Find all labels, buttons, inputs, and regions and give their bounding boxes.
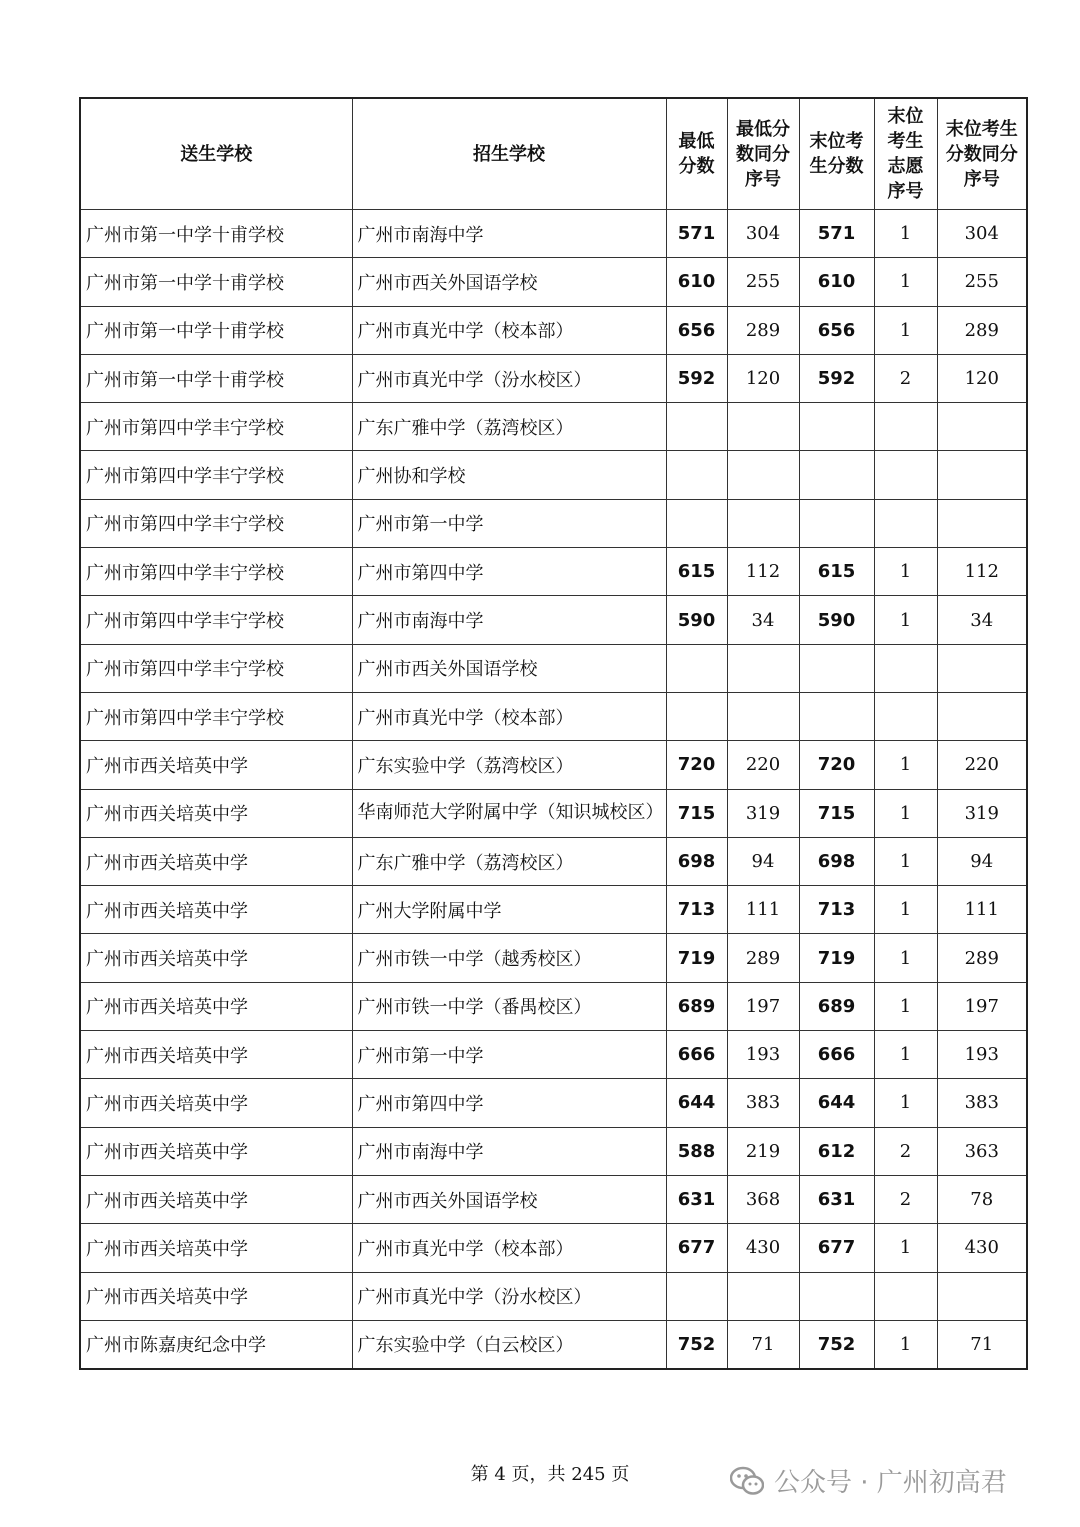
header-sending-school: 送生学校 (80, 98, 352, 210)
table-row (80, 354, 1027, 402)
cell-min-score: 644 (666, 1079, 727, 1127)
cell-last-score: 689 (799, 982, 874, 1030)
cell-min-score: 590 (666, 596, 727, 644)
cell-last-choice-rank: 1 (874, 886, 937, 934)
cell-sending-school: 广州市西关培英中学 (80, 934, 352, 982)
table-row (80, 837, 1027, 885)
cell-min-score-tie-rank: 255 (727, 258, 799, 306)
cell-last-score: 571 (799, 210, 874, 258)
cell-min-score-tie-rank: 197 (727, 982, 799, 1030)
cell-last-choice-rank (874, 644, 937, 692)
header-last-score-tie-rank: 末位考生 分数同分 序号 (937, 98, 1027, 210)
cell-min-score-tie-rank: 430 (727, 1224, 799, 1272)
cell-admitting-school: 广州协和学校 (352, 451, 666, 499)
cell-sending-school: 广州市西关培英中学 (80, 1079, 352, 1127)
cell-min-score: 592 (666, 354, 727, 402)
cell-last-score: 752 (799, 1320, 874, 1369)
table-row (80, 741, 1027, 789)
table-row (80, 934, 1027, 982)
cell-admitting-school: 广州市铁一中学（越秀校区） (352, 934, 666, 982)
cell-admitting-school: 华南师范大学附属中学（知识城校区） (352, 789, 666, 837)
table-row (80, 789, 1027, 837)
cell-last-score: 656 (799, 306, 874, 354)
cell-last-score-tie-rank: 319 (937, 789, 1027, 837)
cell-admitting-school: 广州市铁一中学（番禺校区） (352, 982, 666, 1030)
cell-last-score: 720 (799, 741, 874, 789)
cell-admitting-school: 广州市真光中学（校本部） (352, 1224, 666, 1272)
table-row (80, 1127, 1027, 1175)
cell-last-score-tie-rank: 111 (937, 886, 1027, 934)
cell-last-choice-rank (874, 1272, 937, 1320)
table-row (80, 596, 1027, 644)
cell-min-score-tie-rank: 120 (727, 354, 799, 402)
cell-last-score (799, 499, 874, 547)
table-row (80, 1272, 1027, 1320)
cell-min-score-tie-rank: 219 (727, 1127, 799, 1175)
cell-min-score-tie-rank (727, 499, 799, 547)
table-row (80, 692, 1027, 740)
cell-last-score-tie-rank: 220 (937, 741, 1027, 789)
cell-min-score: 677 (666, 1224, 727, 1272)
table-row (80, 210, 1027, 258)
cell-last-choice-rank: 1 (874, 982, 937, 1030)
cell-min-score (666, 692, 727, 740)
cell-last-choice-rank: 2 (874, 1175, 937, 1223)
cell-last-choice-rank: 1 (874, 596, 937, 644)
table-row (80, 1320, 1027, 1369)
cell-last-score (799, 692, 874, 740)
cell-last-score: 612 (799, 1127, 874, 1175)
cell-min-score-tie-rank: 71 (727, 1320, 799, 1369)
cell-sending-school: 广州市西关培英中学 (80, 1031, 352, 1079)
cell-last-choice-rank: 1 (874, 1224, 937, 1272)
cell-last-score-tie-rank (937, 499, 1027, 547)
cell-min-score: 666 (666, 1031, 727, 1079)
cell-admitting-school: 广州市真光中学（校本部） (352, 306, 666, 354)
cell-admitting-school: 广东实验中学（白云校区） (352, 1320, 666, 1369)
cell-last-score: 715 (799, 789, 874, 837)
cell-last-score: 615 (799, 548, 874, 596)
cell-min-score (666, 403, 727, 451)
cell-sending-school: 广州市西关培英中学 (80, 1272, 352, 1320)
cell-last-score (799, 1272, 874, 1320)
cell-last-score-tie-rank (937, 644, 1027, 692)
cell-min-score-tie-rank: 220 (727, 741, 799, 789)
cell-last-score-tie-rank: 71 (937, 1320, 1027, 1369)
table-row (80, 1031, 1027, 1079)
table-row (80, 1224, 1027, 1272)
page-number: 第 4 页，共 245 页 (470, 1464, 630, 1485)
cell-last-score-tie-rank: 430 (937, 1224, 1027, 1272)
cell-last-score-tie-rank: 363 (937, 1127, 1027, 1175)
cell-min-score-tie-rank: 289 (727, 934, 799, 982)
cell-last-choice-rank: 1 (874, 1079, 937, 1127)
cell-min-score: 713 (666, 886, 727, 934)
cell-last-choice-rank: 1 (874, 548, 937, 596)
cell-sending-school: 广州市第一中学十甫学校 (80, 306, 352, 354)
cell-admitting-school: 广州市南海中学 (352, 210, 666, 258)
cell-last-score-tie-rank: 289 (937, 934, 1027, 982)
cell-admitting-school: 广州市第四中学 (352, 1079, 666, 1127)
cell-min-score-tie-rank: 319 (727, 789, 799, 837)
cell-admitting-school: 广州市南海中学 (352, 596, 666, 644)
cell-min-score: 720 (666, 741, 727, 789)
cell-min-score: 615 (666, 548, 727, 596)
cell-admitting-school: 广州市西关外国语学校 (352, 1175, 666, 1223)
watermark-text: 公众号 · 广州初高君 (774, 1468, 1007, 1498)
cell-min-score-tie-rank (727, 451, 799, 499)
cell-last-score: 610 (799, 258, 874, 306)
cell-last-choice-rank: 1 (874, 1320, 937, 1369)
cell-min-score: 698 (666, 837, 727, 885)
cell-last-choice-rank: 1 (874, 210, 937, 258)
cell-sending-school: 广州市西关培英中学 (80, 837, 352, 885)
cell-min-score (666, 1272, 727, 1320)
cell-last-score-tie-rank: 34 (937, 596, 1027, 644)
cell-last-choice-rank (874, 499, 937, 547)
cell-last-score-tie-rank: 289 (937, 306, 1027, 354)
cell-last-choice-rank: 1 (874, 258, 937, 306)
cell-min-score-tie-rank (727, 644, 799, 692)
cell-last-score: 592 (799, 354, 874, 402)
cell-sending-school: 广州市第四中学丰宁学校 (80, 596, 352, 644)
watermark (730, 1462, 1007, 1499)
table-row (80, 306, 1027, 354)
cell-sending-school: 广州市西关培英中学 (80, 1224, 352, 1272)
cell-min-score: 631 (666, 1175, 727, 1223)
table-row (80, 1175, 1027, 1223)
cell-min-score (666, 451, 727, 499)
cell-last-score-tie-rank: 383 (937, 1079, 1027, 1127)
cell-sending-school: 广州市西关培英中学 (80, 741, 352, 789)
cell-min-score-tie-rank: 289 (727, 306, 799, 354)
cell-min-score: 715 (666, 789, 727, 837)
cell-admitting-school: 广州市真光中学（汾水校区） (352, 1272, 666, 1320)
cell-sending-school: 广州市第一中学十甫学校 (80, 258, 352, 306)
cell-last-score-tie-rank (937, 403, 1027, 451)
table-row (80, 451, 1027, 499)
table-row (80, 548, 1027, 596)
table-row (80, 644, 1027, 692)
cell-sending-school: 广州市第一中学十甫学校 (80, 354, 352, 402)
wechat-icon (730, 1466, 764, 1496)
table-row (80, 1079, 1027, 1127)
cell-sending-school: 广州市西关培英中学 (80, 886, 352, 934)
cell-min-score (666, 644, 727, 692)
table-row (80, 982, 1027, 1030)
cell-min-score-tie-rank: 112 (727, 548, 799, 596)
cell-last-score-tie-rank: 255 (937, 258, 1027, 306)
cell-min-score: 689 (666, 982, 727, 1030)
cell-last-choice-rank: 2 (874, 1127, 937, 1175)
cell-sending-school: 广州市第四中学丰宁学校 (80, 548, 352, 596)
cell-last-score-tie-rank (937, 1272, 1027, 1320)
cell-last-score: 590 (799, 596, 874, 644)
cell-admitting-school: 广东实验中学（荔湾校区） (352, 741, 666, 789)
cell-min-score: 571 (666, 210, 727, 258)
cell-min-score-tie-rank: 304 (727, 210, 799, 258)
cell-last-score: 698 (799, 837, 874, 885)
cell-last-score-tie-rank: 120 (937, 354, 1027, 402)
cell-min-score-tie-rank: 34 (727, 596, 799, 644)
cell-last-score-tie-rank (937, 692, 1027, 740)
cell-sending-school: 广州市第四中学丰宁学校 (80, 499, 352, 547)
cell-sending-school: 广州市西关培英中学 (80, 1127, 352, 1175)
cell-admitting-school: 广州市南海中学 (352, 1127, 666, 1175)
cell-last-choice-rank: 1 (874, 837, 937, 885)
cell-sending-school: 广州市西关培英中学 (80, 789, 352, 837)
cell-min-score-tie-rank (727, 1272, 799, 1320)
cell-min-score (666, 499, 727, 547)
cell-min-score-tie-rank: 94 (727, 837, 799, 885)
cell-last-score: 631 (799, 1175, 874, 1223)
header-admitting-school: 招生学校 (352, 98, 666, 210)
cell-last-score (799, 644, 874, 692)
cell-admitting-school: 广州市西关外国语学校 (352, 644, 666, 692)
cell-min-score: 656 (666, 306, 727, 354)
cell-sending-school: 广州市第四中学丰宁学校 (80, 451, 352, 499)
cell-last-choice-rank: 1 (874, 789, 937, 837)
cell-min-score: 610 (666, 258, 727, 306)
cell-sending-school: 广州市第四中学丰宁学校 (80, 692, 352, 740)
admission-score-table (79, 97, 1028, 1370)
cell-last-score-tie-rank: 193 (937, 1031, 1027, 1079)
table-row (80, 499, 1027, 547)
header-last-choice-rank: 末位 考生 志愿 序号 (874, 98, 937, 210)
cell-min-score: 588 (666, 1127, 727, 1175)
cell-last-score-tie-rank: 112 (937, 548, 1027, 596)
table-row (80, 403, 1027, 451)
cell-admitting-school: 广州大学附属中学 (352, 886, 666, 934)
cell-sending-school: 广州市第四中学丰宁学校 (80, 644, 352, 692)
cell-admitting-school: 广州市真光中学（校本部） (352, 692, 666, 740)
cell-admitting-school: 广州市真光中学（汾水校区） (352, 354, 666, 402)
header-min-score: 最低 分数 (666, 98, 727, 210)
cell-last-score-tie-rank: 304 (937, 210, 1027, 258)
cell-last-choice-rank: 1 (874, 934, 937, 982)
header-last-score: 末位考 生分数 (799, 98, 874, 210)
cell-last-choice-rank (874, 692, 937, 740)
cell-last-score: 719 (799, 934, 874, 982)
cell-last-score (799, 403, 874, 451)
cell-last-score (799, 451, 874, 499)
cell-last-choice-rank (874, 403, 937, 451)
header-min-score-tie-rank: 最低分 数同分 序号 (727, 98, 799, 210)
cell-sending-school: 广州市西关培英中学 (80, 1175, 352, 1223)
cell-last-score: 677 (799, 1224, 874, 1272)
cell-min-score-tie-rank: 111 (727, 886, 799, 934)
cell-min-score-tie-rank (727, 692, 799, 740)
cell-admitting-school: 广州市第一中学 (352, 499, 666, 547)
cell-sending-school: 广州市西关培英中学 (80, 982, 352, 1030)
cell-min-score-tie-rank: 368 (727, 1175, 799, 1223)
cell-last-score: 666 (799, 1031, 874, 1079)
cell-last-choice-rank (874, 451, 937, 499)
cell-sending-school: 广州市第一中学十甫学校 (80, 210, 352, 258)
cell-admitting-school: 广州市第四中学 (352, 548, 666, 596)
cell-last-choice-rank: 1 (874, 741, 937, 789)
cell-sending-school: 广州市第四中学丰宁学校 (80, 403, 352, 451)
cell-last-choice-rank: 2 (874, 354, 937, 402)
cell-min-score: 719 (666, 934, 727, 982)
cell-admitting-school: 广州市第一中学 (352, 1031, 666, 1079)
cell-admitting-school: 广东广雅中学（荔湾校区） (352, 403, 666, 451)
cell-last-choice-rank: 1 (874, 306, 937, 354)
cell-last-score-tie-rank (937, 451, 1027, 499)
cell-min-score: 752 (666, 1320, 727, 1369)
cell-sending-school: 广州市陈嘉庚纪念中学 (80, 1320, 352, 1369)
cell-last-score: 713 (799, 886, 874, 934)
cell-last-score-tie-rank: 94 (937, 837, 1027, 885)
cell-min-score-tie-rank: 383 (727, 1079, 799, 1127)
cell-min-score-tie-rank: 193 (727, 1031, 799, 1079)
cell-min-score-tie-rank (727, 403, 799, 451)
cell-last-score-tie-rank: 197 (937, 982, 1027, 1030)
table-row (80, 886, 1027, 934)
table-header-row (80, 98, 1027, 210)
cell-last-score-tie-rank: 78 (937, 1175, 1027, 1223)
table-body (80, 210, 1027, 1370)
cell-admitting-school: 广州市西关外国语学校 (352, 258, 666, 306)
cell-last-score: 644 (799, 1079, 874, 1127)
table-row (80, 258, 1027, 306)
cell-admitting-school: 广东广雅中学（荔湾校区） (352, 837, 666, 885)
cell-last-choice-rank: 1 (874, 1031, 937, 1079)
